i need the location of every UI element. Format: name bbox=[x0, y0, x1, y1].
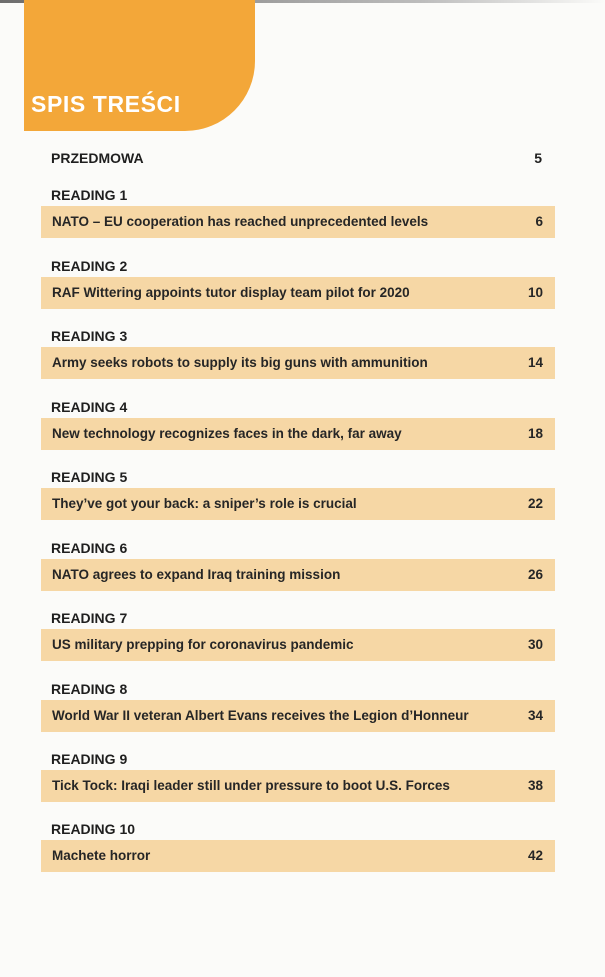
reading-heading: READING 3 bbox=[51, 328, 128, 344]
toc-entry[interactable] bbox=[41, 347, 555, 379]
entry-page-number: 6 bbox=[535, 214, 543, 229]
entry-page-number: 10 bbox=[527, 285, 543, 300]
entry-page-number: 38 bbox=[527, 778, 543, 793]
preface-label[interactable]: PRZEDMOWA bbox=[51, 150, 144, 166]
toc-entry[interactable] bbox=[41, 206, 555, 238]
entry-title: NATO – EU cooperation has reached unprecedented levels bbox=[52, 214, 429, 229]
toc-entry[interactable] bbox=[41, 418, 555, 450]
entry-page-number: 22 bbox=[527, 496, 543, 511]
entry-page-number: 34 bbox=[527, 708, 543, 723]
page-title: SPIS TREŚCI bbox=[31, 91, 181, 117]
reading-heading: READING 4 bbox=[51, 399, 128, 415]
entry-page-number: 42 bbox=[527, 848, 543, 863]
reading-heading: READING 10 bbox=[51, 821, 136, 837]
reading-heading: READING 6 bbox=[51, 540, 128, 556]
entry-title: Machete horror bbox=[52, 848, 151, 863]
toc-entry[interactable] bbox=[41, 559, 555, 591]
toc-entry[interactable] bbox=[41, 770, 555, 802]
reading-heading: READING 5 bbox=[51, 469, 128, 485]
entry-page-number: 30 bbox=[527, 637, 543, 652]
entry-title: New technology recognizes faces in the dark, far away bbox=[52, 426, 402, 441]
reading-heading: READING 8 bbox=[51, 681, 128, 697]
entry-title: Tick Tock: Iraqi leader still under pressure to boot U.S. Forces bbox=[52, 778, 450, 793]
reading-heading: READING 1 bbox=[51, 187, 128, 203]
reading-heading: READING 7 bbox=[51, 610, 128, 626]
toc-entry[interactable] bbox=[41, 488, 555, 520]
reading-heading: READING 2 bbox=[51, 258, 128, 274]
entry-title: They’ve got your back: a sniper’s role is crucial bbox=[52, 496, 357, 511]
toc-entry[interactable] bbox=[41, 700, 555, 732]
entry-title: RAF Wittering appoints tutor display team pilot for 2020 bbox=[52, 285, 410, 300]
entry-title: NATO agrees to expand Iraq training mission bbox=[52, 567, 341, 582]
entry-title: Army seeks robots to supply its big guns with ammunition bbox=[52, 355, 428, 370]
entry-page-number: 14 bbox=[527, 355, 543, 370]
entry-page-number: 26 bbox=[527, 567, 543, 582]
toc-entry[interactable] bbox=[41, 629, 555, 661]
entry-page-number: 18 bbox=[527, 426, 543, 441]
preface-page-number: 5 bbox=[534, 150, 542, 166]
entry-title: US military prepping for coronavirus pandemic bbox=[52, 637, 354, 652]
toc-entry[interactable] bbox=[41, 840, 555, 872]
reading-heading: READING 9 bbox=[51, 751, 128, 767]
toc-entry[interactable] bbox=[41, 277, 555, 309]
entry-title: World War II veteran Albert Evans receives the Legion d’Honneur bbox=[52, 708, 469, 723]
